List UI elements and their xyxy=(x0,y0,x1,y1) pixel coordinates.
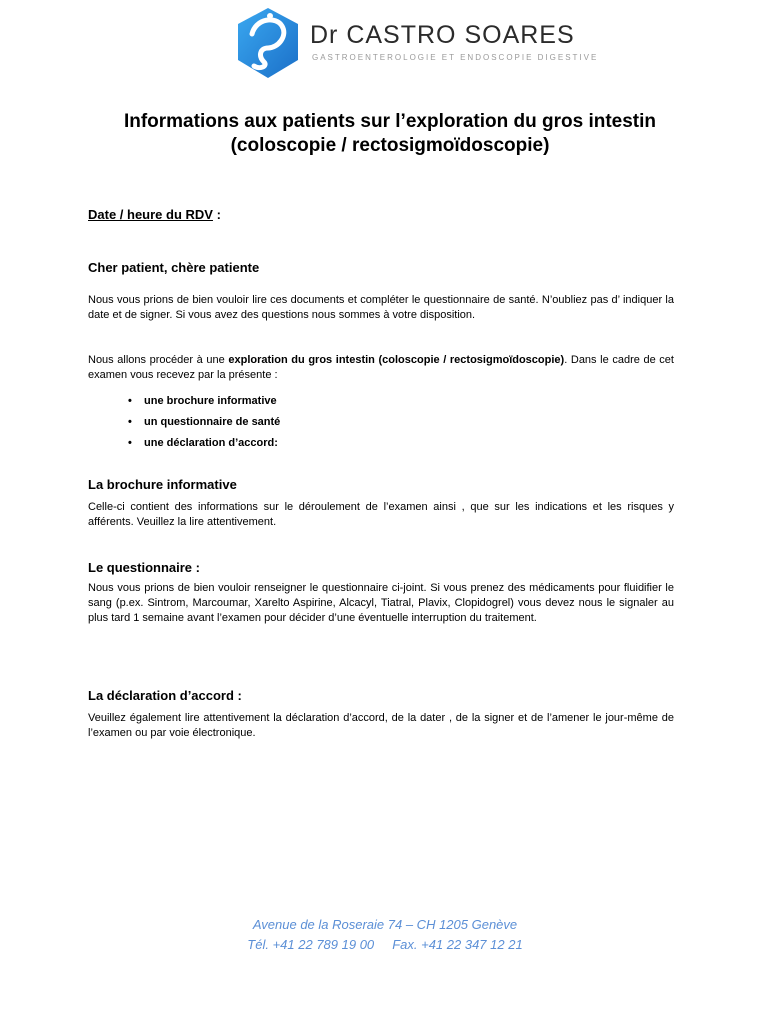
appointment-label-suffix: : xyxy=(212,207,221,222)
exploration-text-before: Nous allons procéder à une xyxy=(88,354,229,366)
intro-paragraph: Nous vous prions de bien vouloir lire ces documents et compléter le questionnaire de santé. N’oubliez pas d’ indiquer la date et de signer. Si vous avez des questions nous sommes à votre disposition. xyxy=(88,294,674,321)
document-title-line-2: (coloscopie / rectosigmoïdoscopie) xyxy=(230,135,550,156)
footer-address: Avenue de la Roseraie 74 – CH 1205 Genève xyxy=(252,917,518,932)
appointment-label-text: Date / heure du RDV xyxy=(88,207,213,222)
bullet-icon: • xyxy=(128,416,132,428)
exploration-text-after: . Dans le cadre de cet examen vous recevez par la présente : xyxy=(88,354,674,381)
footer-contact xyxy=(150,935,620,954)
declaration-heading: La déclaration d’accord : xyxy=(88,688,242,703)
brochure-paragraph: Celle-ci contient des informations sur le déroulement de l’examen ainsi , que sur les indications et les risques y afférents. Veuillez la lire attentivement. xyxy=(88,501,674,528)
logo xyxy=(230,4,599,84)
footer-phone: Tél. +41 22 789 19 00 xyxy=(247,937,375,952)
greeting: Cher patient, chère patiente xyxy=(88,260,260,275)
appointment-label xyxy=(88,207,221,222)
list-item-label: un questionnaire de santé xyxy=(144,416,281,428)
list-item-label: une brochure informative xyxy=(144,395,277,407)
declaration-paragraph: Veuillez également lire attentivement la déclaration d’accord, de la dater , de la signer et de l’amener le jour-même de l’examen ou par voie électronique. xyxy=(88,712,674,739)
logo-title: Dr CASTRO SOARES xyxy=(310,21,575,49)
logo-mark-icon xyxy=(230,4,306,82)
documents-list xyxy=(128,394,280,457)
exploration-paragraph xyxy=(88,353,674,383)
questionnaire-paragraph: Nous vous prions de bien vouloir renseigner le questionnaire ci-joint. Si vous prenez des médicaments pour fluidifier le sang (p.ex. Sintrom, Marcoumar, Xarelto Aspirine, Alcacyl, Tiatral, Plavix, Clopidogrel) vous devez nous le signaler au plus tard 1 semaine avant l’examen pour décider d’une éventuelle interruption du traitement. xyxy=(88,582,674,624)
brochure-heading: La brochure informative xyxy=(88,477,237,492)
list-item-label: une déclaration d’accord: xyxy=(144,437,278,449)
bullet-icon: • xyxy=(128,437,132,449)
list-item xyxy=(128,415,280,436)
list-item xyxy=(128,394,280,415)
footer-fax: Fax. +41 22 347 12 21 xyxy=(392,937,523,952)
exploration-text-bold: exploration du gros intestin (coloscopie / rectosigmoïdoscopie) xyxy=(228,354,565,366)
document-title-line-1: Informations aux patients sur l’exploration du gros intestin xyxy=(123,111,657,132)
questionnaire-heading: Le questionnaire : xyxy=(88,560,200,575)
logo-subtitle: GASTROENTEROLOGIE ET ENDOSCOPIE DIGESTIVE xyxy=(312,53,599,62)
bullet-icon: • xyxy=(128,395,132,407)
list-item xyxy=(128,436,280,457)
